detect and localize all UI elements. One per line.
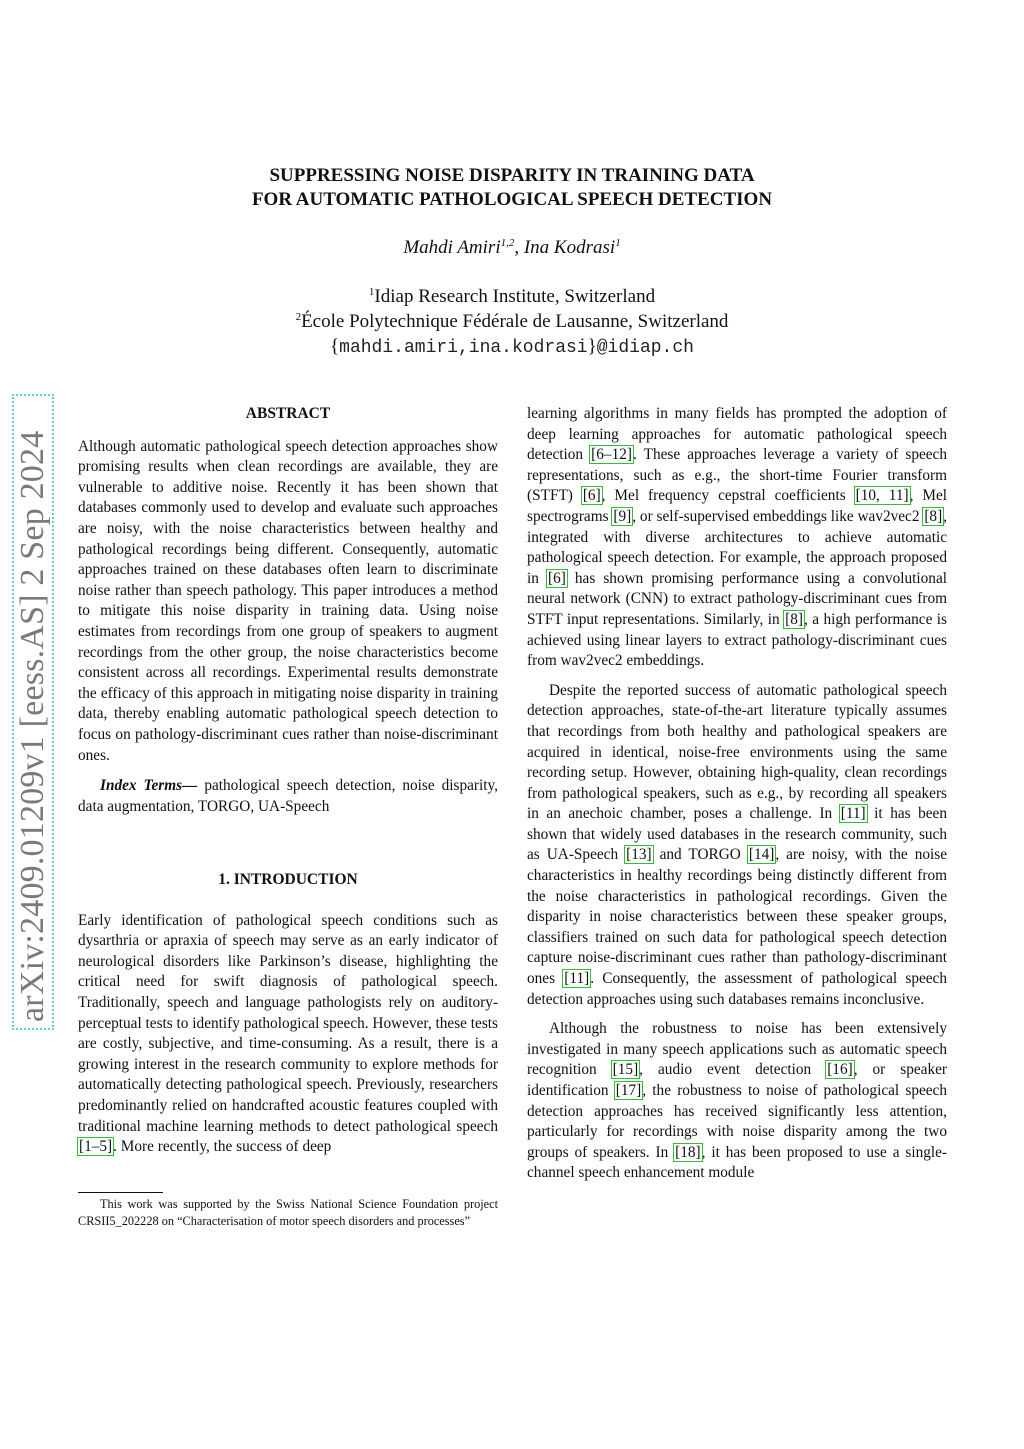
r2-text: and TORGO xyxy=(652,846,748,864)
r1-text: has shown promising performance using a convolutional neural network (CNN) to extract pathology-discriminant cues from STFT input representations. Similarly, in xyxy=(527,569,947,628)
citation-link[interactable]: [16] xyxy=(827,1061,853,1079)
r1-text: , integrated with diverse architectures to achieve automatic pathological speech detection. For example, the approach proposed in xyxy=(527,507,947,587)
citation-link[interactable]: [1–5] xyxy=(79,1138,113,1156)
r1-text: , Mel spectrograms xyxy=(527,487,947,525)
author-separator: , xyxy=(514,237,524,258)
author-1-affiliation: 1,2 xyxy=(500,237,515,249)
introduction-continued xyxy=(527,404,947,1184)
title-line-2: FOR AUTOMATIC PATHOLOGICAL SPEECH DETECTION xyxy=(251,189,773,210)
r1-text: . These approaches leverage a variety of speech representations, such as e.g., the short-time Fourier transform (STFT) xyxy=(527,446,947,505)
citation-link[interactable]: [18] xyxy=(675,1143,701,1161)
affiliation-1-marker: 1 xyxy=(368,286,375,298)
title-line-1: SUPPRESSING NOISE DISPARITY IN TRAINING DATA xyxy=(269,165,755,186)
citation-link[interactable]: [14] xyxy=(748,846,775,864)
right-paragraph-2 xyxy=(527,681,947,1011)
paper-title xyxy=(0,164,1024,212)
author-1: Mahdi Amiri xyxy=(403,237,501,258)
introduction-heading: 1. INTRODUCTION xyxy=(218,871,358,888)
affiliation-2 xyxy=(0,311,1024,333)
r1-text: learning algorithms in many fields has prompted the adoption of deep learning approaches for automatic pathological speech detection xyxy=(527,405,947,464)
author-2: Ina Kodrasi xyxy=(523,237,616,258)
r3-text: Although the robustness to noise has been extensively investigated in many speech applications such as automatic speech recognition xyxy=(527,1020,947,1079)
intro-p1-end: . More recently, the success of deep xyxy=(113,1138,332,1156)
citation-link[interactable]: [6] xyxy=(582,487,601,505)
r1-text: , Mel frequency cepstral coefficients xyxy=(601,487,855,505)
abstract-section xyxy=(78,404,498,817)
authors xyxy=(0,237,1024,259)
r3-text: , or speaker identification xyxy=(527,1061,947,1099)
citation-link[interactable]: [17] xyxy=(615,1082,642,1099)
r3-text: , the robustness to noise of pathological speech detection approaches has received significantly less attention, particularly for recordings with noise disparity among the two groups of speakers. In xyxy=(527,1082,947,1161)
index-terms xyxy=(78,776,498,817)
citation-link[interactable]: [9] xyxy=(613,507,632,525)
email-domain: @idiap.ch xyxy=(596,338,694,358)
right-paragraph-3 xyxy=(527,1019,947,1184)
r3-text: , audio event detection xyxy=(639,1061,827,1079)
r2-text: it has been shown that widely used databases in the research community, such as UA-Speech xyxy=(527,805,947,864)
email-brace-close: } xyxy=(587,336,597,357)
r1-text: , a high performance is achieved using linear layers to extract pathology-discriminant cues from wav2vec2 embeddings. xyxy=(527,610,947,670)
email-brace-open: { xyxy=(330,336,340,357)
citation-link[interactable]: [10, 11] xyxy=(855,487,909,505)
index-terms-text: pathological speech detection, noise disparity, data augmentation, TORGO, UA-Speech xyxy=(78,777,499,815)
r2-text: , are noisy, with the noise characteristics in healthy recordings being distinctly different from the noise characteristics in pathological recordings. Given the disparity in noise characteristics between these speaker groups, classifiers trained on such data for pathological speech detection capture noise-discriminant cues rather than pathology-discriminant ones xyxy=(527,846,947,988)
email-names: mahdi.amiri,ina.kodrasi xyxy=(339,338,588,358)
citation-link[interactable]: [11] xyxy=(840,805,866,823)
r2-text: . Consequently, the assessment of pathological speech detection approaches using such databases remains inconclusive. xyxy=(527,970,947,1008)
intro-p1-text: Early identification of pathological speech conditions such as dysarthria or apraxia of speech may serve as an early indicator of neurological disorders like Parkinson’s disease, highlighting the critical need for swift diagnosis of pathological speech. Traditionally, speech and language pathologists rely on auditory-perceptual tests to identify pathological speech. However, these tests are costly, subjective, and time-consuming. As a result, there is a growing interest in the research community to explore methods for automatically detecting pathological speech. Previously, researchers predominantly relied on handcrafted acoustic features coupled with traditional machine learning methods to detect pathological speech xyxy=(78,911,498,1135)
abstract-text: Although automatic pathological speech detection approaches show promising results when clean recordings are available, they are vulnerable to additive noise. Recently it has been shown that databases commonly used to develop and evaluate such approaches are noisy, with the noise characteristics between healthy and pathological recordings being different. Consequently, automatic approaches trained on these databases often learn to discriminate noise rather than speech pathology. This paper introduces a method to mitigate this noise disparity in training data. Using noise estimates from recordings from one group of speakers to augment recordings from the other group, the noise characteristics become consistent across all recordings. Experimental results demonstrate the efficacy of this approach in mitigating noise disparity in training data, thereby enabling automatic pathological speech detection to focus on pathology-discriminant cues rather than noise-discriminant ones. xyxy=(78,437,498,764)
arxiv-identifier-stamp[interactable]: arXiv:2409.01209v1 [eess.AS] 2 Sep 2024 xyxy=(12,394,54,1030)
affiliation-1 xyxy=(0,286,1024,308)
citation-link[interactable]: [6–12] xyxy=(591,446,632,464)
r1-text: , or self-supervised embeddings like wav2vec2 xyxy=(632,507,924,525)
citation-link[interactable]: [8] xyxy=(785,610,803,628)
index-terms-label: Index Terms— xyxy=(100,777,198,795)
citation-link[interactable]: [11] xyxy=(564,970,590,988)
author-2-affiliation: 1 xyxy=(615,237,621,249)
footnote: This work was supported by the Swiss National Science Foundation project CRSII5_202228 on “Characterisation of motor speech disorders and processes” xyxy=(78,1197,498,1228)
author-emails xyxy=(0,336,1024,358)
affiliation-2-marker: 2 xyxy=(295,311,302,323)
citation-link[interactable]: [6] xyxy=(547,569,566,587)
introduction-section xyxy=(78,870,498,1158)
introduction-paragraph-1 xyxy=(78,911,498,1158)
right-paragraph-1 xyxy=(527,404,947,672)
citation-link[interactable]: [15] xyxy=(612,1061,639,1079)
r2-text: Despite the reported success of automatic pathological speech detection approaches, state-of-the-art literature typically assumes that recordings from both healthy and pathological speakers are acquired in identical, noise-free environments using the same recording setup. However, obtaining high-quality, clean recordings from pathological speakers, such as e.g., by recording all speakers in an anechoic chamber, poses a challenge. In xyxy=(527,681,947,823)
affiliation-2-text: École Polytechnique Fédérale de Lausanne, Switzerland xyxy=(301,311,729,332)
footnote-rule xyxy=(78,1192,163,1193)
citation-link[interactable]: [13] xyxy=(626,846,652,864)
abstract-heading: ABSTRACT xyxy=(245,405,331,422)
r3-text: , it has been proposed to use a single-channel speech enhancement module xyxy=(527,1143,947,1182)
citation-link[interactable]: [8] xyxy=(924,507,943,525)
affiliation-1-text: Idiap Research Institute, Switzerland xyxy=(374,286,656,307)
